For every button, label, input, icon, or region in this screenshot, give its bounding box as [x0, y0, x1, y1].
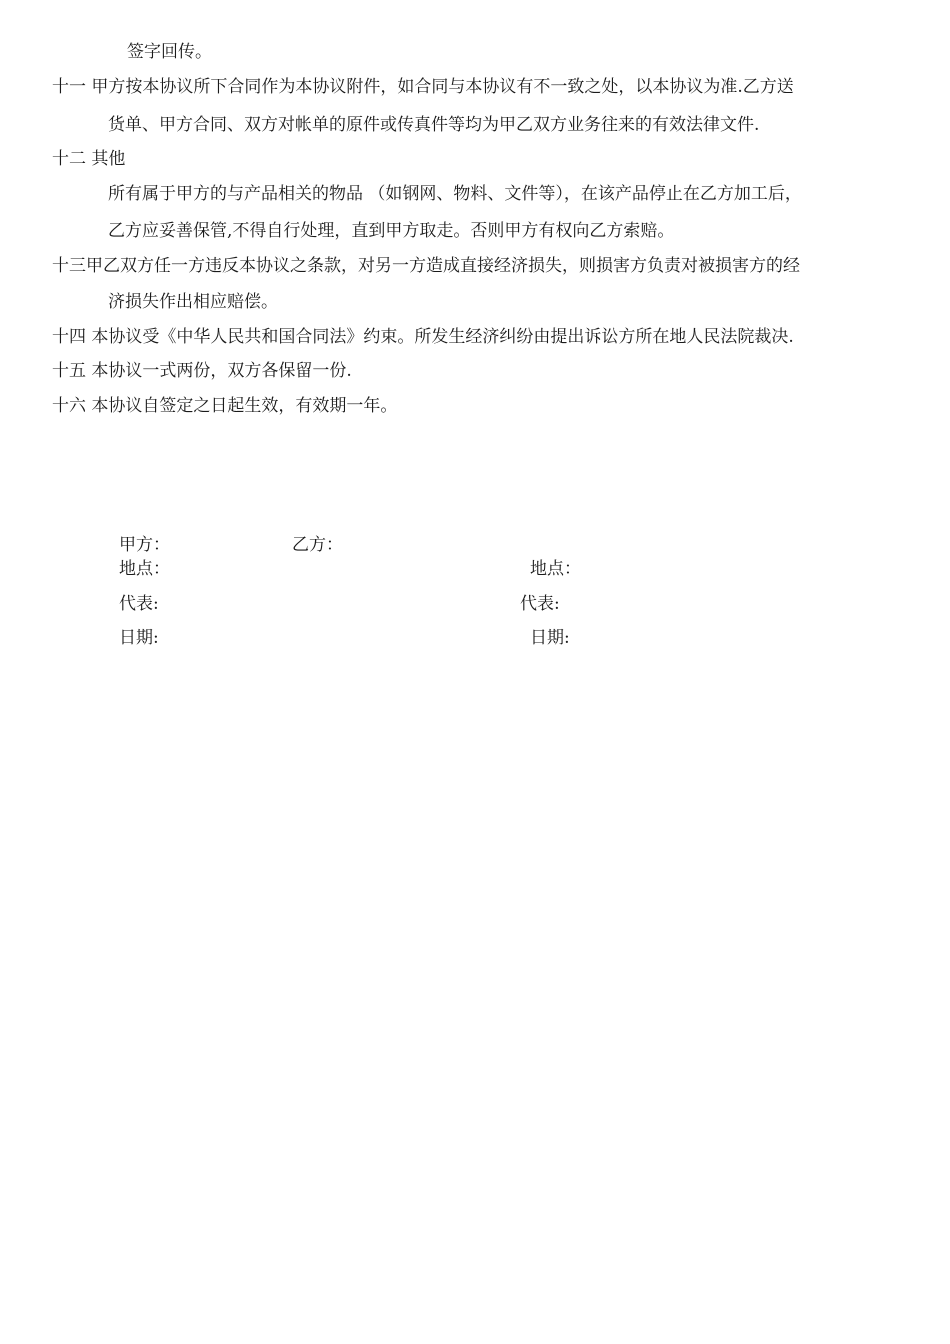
party-b-date-label: 日期:	[530, 628, 570, 648]
clause-12-text: 所有属于甲方的与产品相关的物品 （如钢网、物料、文件等），在该产品停止在乙方加工后，	[108, 184, 802, 204]
clause-11-continued: 货单、甲方合同、双方对帐单的原件或传真件等均为甲乙双方业务往来的有效法律文件.	[108, 115, 760, 135]
party-a-label: 甲方：	[119, 535, 170, 555]
party-b-representative-label: 代表:	[520, 594, 560, 614]
clause-16: 十六 本协议自签定之日起生效，有效期一年。	[52, 396, 398, 416]
clause-13: 十三甲乙双方任一方违反本协议之条款，对另一方造成直接经济损失，则损害方负责对被损害方的经	[52, 256, 800, 276]
party-b-label: 乙方：	[292, 535, 343, 555]
clause-12-continued: 乙方应妥善保管,不得自行处理，直到甲方取走。否则甲方有权向乙方索赔。	[108, 221, 675, 241]
clause-11: 十一 甲方按本协议所下合同作为本协议附件，如合同与本协议有不一致之处，以本协议为准.乙方送	[52, 77, 794, 97]
clause-15: 十五 本协议一式两份，双方各保留一份.	[52, 361, 352, 381]
clause-14: 十四 本协议受《中华人民共和国合同法》约束。所发生经济纠纷由提出诉讼方所在地人民法院裁决.	[52, 327, 794, 347]
clause-10-continued: 签字回传。	[127, 42, 212, 62]
clause-12-heading: 十二 其他	[52, 149, 126, 169]
clause-13-continued: 济损失作出相应赔偿。	[108, 292, 278, 312]
party-a-representative-label: 代表:	[119, 594, 159, 614]
party-a-location-label: 地点：	[119, 559, 170, 579]
party-a-date-label: 日期:	[119, 628, 159, 648]
party-b-location-label: 地点：	[530, 559, 581, 579]
